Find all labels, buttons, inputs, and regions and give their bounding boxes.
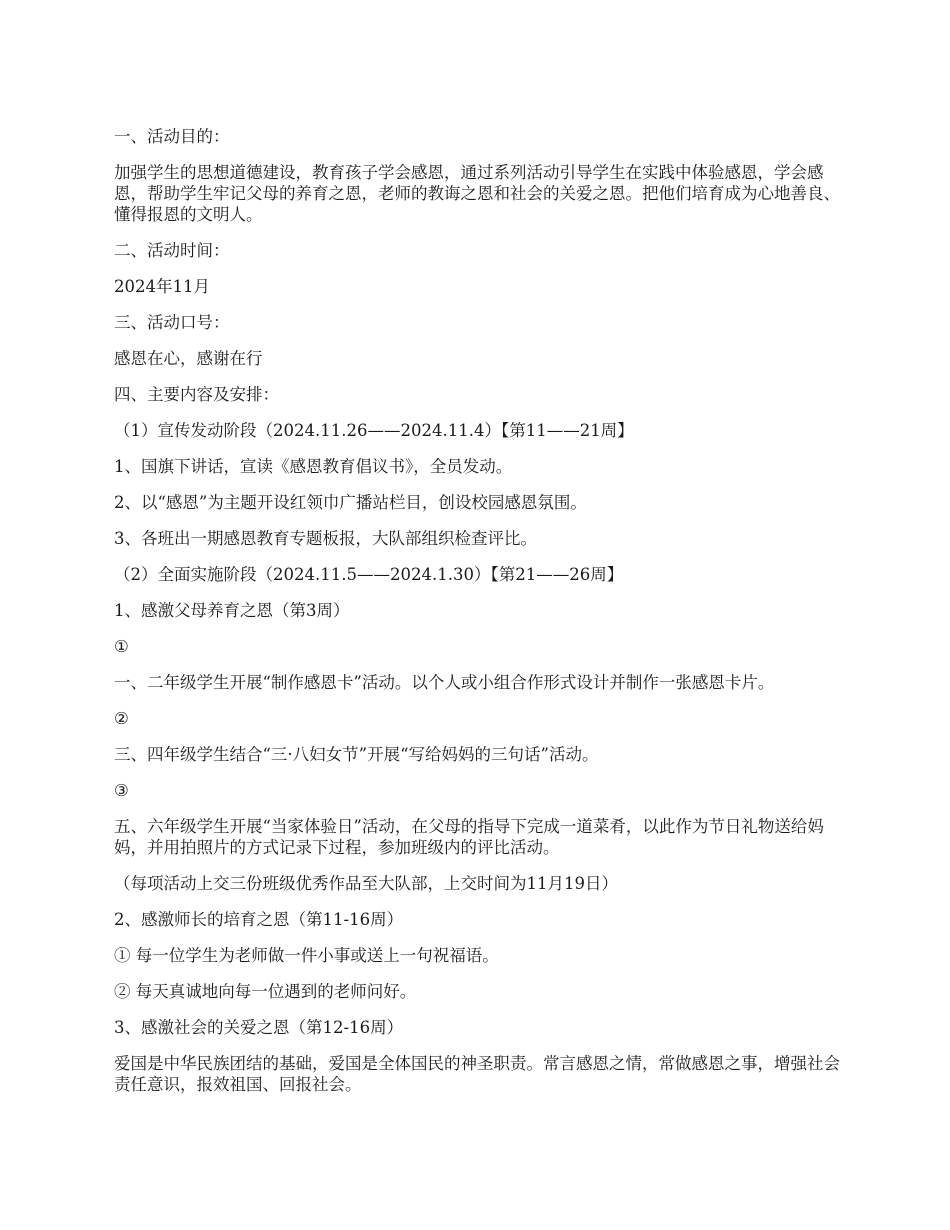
purpose-text: 加强学生的思想道德建设，教育孩子学会感恩，通过系列活动引导学生在实践中体验感恩，学会感恩，帮助学生牢记父母的养育之恩，老师的教诲之恩和社会的关爱之恩。把他们培育成为心地善良、懂得报恩的文明人。 (114, 163, 840, 224)
phase-1-heading: （1）宣传发动阶段（2024.11.26——2024.11.4）【第11——21周】 (114, 421, 634, 440)
phase-2-item-2: 2、感激师长的培育之恩（第11-16周） (114, 910, 404, 929)
phase-1-item-1: 1、国旗下讲话，宣读《感恩教育倡议书》，全员发动。 (114, 457, 513, 476)
heading-content: 四、主要内容及安排： (114, 385, 279, 404)
submission-note: （每项活动上交三份班级优秀作品至大队部，上交时间为11月19日） (114, 874, 618, 893)
heading-slogan: 三、活动口号： (114, 313, 230, 332)
phase-1-item-3: 3、各班出一期感恩教育专题板报，大队部组织检查评比。 (114, 529, 537, 548)
heading-purpose: 一、活动目的： (114, 127, 230, 146)
teacher-activity-2: ② 每天真诚地向每一位遇到的老师问好。 (114, 982, 417, 1001)
teacher-activity-1: ① 每一位学生为老师做一件小事或送上一句祝福语。 (114, 946, 499, 965)
heading-time: 二、活动时间： (114, 241, 230, 260)
slogan-text: 感恩在心，感谢在行 (114, 349, 263, 368)
phase-2-item-1: 1、感激父母养育之恩（第3周） (114, 601, 350, 620)
phase-1-item-2: 2、以“感恩”为主题开设红领巾广播站栏目，创设校园感恩氛围。 (114, 493, 587, 512)
circled-2: ② (114, 709, 129, 728)
grade-1-2-activity: 一、二年级学生开展“制作感恩卡”活动。以个人或小组合作形式设计并制作一张感恩卡片。 (114, 673, 775, 692)
phase-2-item-3: 3、感激社会的关爱之恩（第12-16周） (114, 1018, 404, 1037)
time-text: 2024年11月 (114, 277, 210, 296)
document-body (114, 126, 844, 1110)
phase-2-heading: （2）全面实施阶段（2024.11.5——2024.1.30）【第21——26周】 (114, 565, 624, 584)
grade-3-4-activity: 三、四年级学生结合“三·八妇女节”开展“写给妈妈的三句话”活动。 (114, 745, 599, 764)
society-text: 爱国是中华民族团结的基础，爱国是全体国民的神圣职责。常言感恩之情，常做感恩之事，增强社会责任意识，报效祖国、回报社会。 (114, 1054, 840, 1094)
circled-1: ① (114, 637, 129, 656)
circled-3: ③ (114, 781, 129, 800)
grade-5-6-activity: 五、六年级学生开展“当家体验日”活动，在父母的指导下完成一道菜肴，以此作为节日礼物送给妈妈，并用拍照片的方式记录下过程，参加班级内的评比活动。 (114, 817, 824, 857)
